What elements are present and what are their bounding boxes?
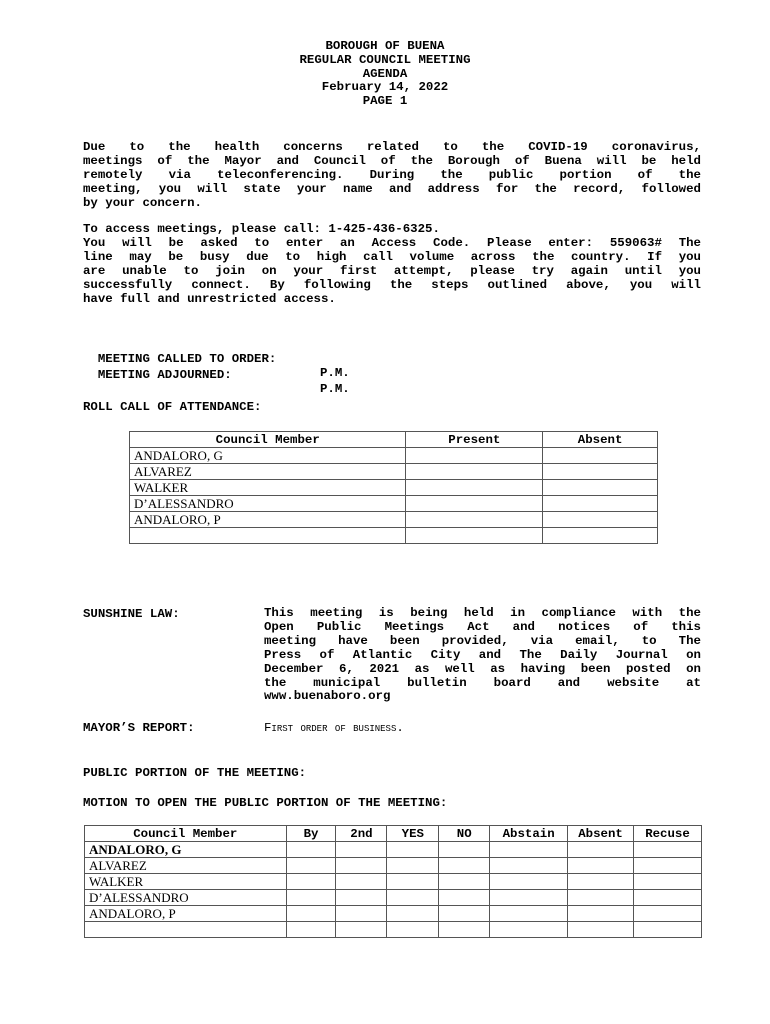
vote-cell[interactable] bbox=[286, 858, 336, 874]
agenda-header bbox=[0, 40, 770, 109]
vote-cell[interactable] bbox=[336, 890, 387, 906]
vote-cell[interactable] bbox=[490, 874, 568, 890]
adjourned-row bbox=[83, 354, 350, 396]
vote-cell[interactable] bbox=[286, 906, 336, 922]
called-to-order-value: P.M. bbox=[320, 366, 350, 380]
absent-cell[interactable] bbox=[543, 496, 658, 512]
adjourned-label: MEETING ADJOURNED: bbox=[97, 368, 232, 382]
present-cell[interactable] bbox=[406, 496, 543, 512]
column-header: NO bbox=[439, 826, 490, 842]
roll-call-table bbox=[129, 431, 658, 544]
table-row bbox=[85, 858, 702, 874]
sunshine-line: Open Public Meetings Act and notices of this bbox=[264, 619, 701, 634]
public-portion-heading: PUBLIC PORTION OF THE MEETING: bbox=[83, 766, 307, 780]
notice-line: To access meetings, please call: 1-425-436-6325. bbox=[83, 222, 440, 236]
sunshine-line: Press of Atlantic City and The Daily Journal on bbox=[264, 647, 701, 662]
present-cell[interactable] bbox=[406, 448, 543, 464]
notice-line: have full and unrestricted access. bbox=[83, 291, 336, 306]
agenda-title: AGENDA bbox=[362, 66, 408, 81]
roll-call-heading: ROLL CALL OF ATTENDANCE: bbox=[83, 400, 262, 414]
motion-heading: MOTION TO OPEN THE PUBLIC PORTION OF THE MEETING: bbox=[83, 796, 448, 810]
table-row bbox=[85, 906, 702, 922]
vote-cell[interactable] bbox=[568, 874, 634, 890]
member-name bbox=[130, 528, 406, 544]
table-row bbox=[85, 842, 702, 858]
vote-cell[interactable] bbox=[336, 858, 387, 874]
table-header-row bbox=[130, 432, 658, 448]
vote-cell[interactable] bbox=[387, 890, 439, 906]
table-row bbox=[85, 890, 702, 906]
called-to-order-label: MEETING CALLED TO ORDER: bbox=[97, 352, 277, 366]
sunshine-law-text bbox=[264, 607, 701, 704]
borough-title: BOROUGH OF BUENA bbox=[325, 39, 445, 53]
column-header: Absent bbox=[568, 826, 634, 842]
vote-cell[interactable] bbox=[634, 842, 702, 858]
vote-cell[interactable] bbox=[336, 922, 387, 938]
member-name: WALKER bbox=[85, 874, 287, 890]
vote-cell[interactable] bbox=[490, 906, 568, 922]
vote-cell[interactable] bbox=[634, 874, 702, 890]
member-name bbox=[85, 922, 287, 938]
sunshine-law-label: SUNSHINE LAW: bbox=[83, 607, 180, 621]
member-name: WALKER bbox=[130, 480, 406, 496]
mayors-report-text: First order of business. bbox=[264, 721, 404, 735]
column-header: Present bbox=[406, 432, 543, 448]
member-name: ANDALORO, P bbox=[130, 512, 406, 528]
vote-cell[interactable] bbox=[439, 842, 490, 858]
meeting-type: REGULAR COUNCIL MEETING bbox=[299, 52, 471, 67]
absent-cell[interactable] bbox=[543, 464, 658, 480]
member-name: D’ALESSANDRO bbox=[85, 890, 287, 906]
member-name: ANDALORO, P bbox=[85, 906, 287, 922]
notice-line: are unable to join on your first attempt, please try again until you bbox=[83, 263, 701, 278]
notice-line: meeting, you will state your name and address for the record, followed bbox=[83, 181, 701, 196]
notice-line: successfully connect. By following the steps outlined above, you will bbox=[83, 277, 701, 292]
absent-cell[interactable] bbox=[543, 528, 658, 544]
table-row bbox=[130, 512, 658, 528]
present-cell[interactable] bbox=[406, 480, 543, 496]
vote-cell[interactable] bbox=[568, 858, 634, 874]
vote-cell[interactable] bbox=[286, 874, 336, 890]
vote-cell[interactable] bbox=[568, 906, 634, 922]
vote-cell[interactable] bbox=[439, 922, 490, 938]
absent-cell[interactable] bbox=[543, 480, 658, 496]
vote-cell[interactable] bbox=[634, 858, 702, 874]
member-name: ANDALORO, G bbox=[130, 448, 406, 464]
vote-cell[interactable] bbox=[336, 874, 387, 890]
vote-cell[interactable] bbox=[387, 874, 439, 890]
present-cell[interactable] bbox=[406, 464, 543, 480]
page-number: PAGE 1 bbox=[362, 94, 408, 109]
vote-cell[interactable] bbox=[286, 842, 336, 858]
notice-line: by your concern. bbox=[83, 195, 202, 210]
member-name: D’ALESSANDRO bbox=[130, 496, 406, 512]
vote-cell[interactable] bbox=[490, 890, 568, 906]
vote-cell[interactable] bbox=[387, 906, 439, 922]
sunshine-line: meeting have been provided, via email, to The bbox=[264, 633, 701, 648]
vote-cell[interactable] bbox=[439, 890, 490, 906]
member-name: ANDALORO, G bbox=[85, 842, 287, 858]
column-header: Absent bbox=[543, 432, 658, 448]
member-name: ALVAREZ bbox=[85, 858, 287, 874]
table-row bbox=[130, 480, 658, 496]
vote-cell[interactable] bbox=[490, 922, 568, 938]
vote-table bbox=[84, 825, 702, 938]
column-header: Abstain bbox=[490, 826, 568, 842]
vote-cell[interactable] bbox=[286, 922, 336, 938]
vote-cell[interactable] bbox=[634, 906, 702, 922]
meeting-date: February 14, 2022 bbox=[321, 80, 449, 95]
vote-cell[interactable] bbox=[336, 842, 387, 858]
access-notice bbox=[83, 223, 701, 306]
vote-cell[interactable] bbox=[387, 858, 439, 874]
vote-cell[interactable] bbox=[439, 874, 490, 890]
column-header: Recuse bbox=[634, 826, 702, 842]
mayors-report-label: MAYOR’S REPORT: bbox=[83, 721, 195, 735]
vote-cell[interactable] bbox=[387, 842, 439, 858]
column-header: 2nd bbox=[336, 826, 387, 842]
vote-cell[interactable] bbox=[568, 890, 634, 906]
present-cell[interactable] bbox=[406, 528, 543, 544]
vote-cell[interactable] bbox=[490, 842, 568, 858]
adjourned-value: P.M. bbox=[320, 382, 350, 396]
table-row bbox=[130, 528, 658, 544]
vote-cell[interactable] bbox=[634, 922, 702, 938]
notice-line: You will be asked to enter an Access Code. Please enter: 559063# The bbox=[83, 235, 701, 250]
notice-line: meetings of the Mayor and Council of the Borough of Buena will be held bbox=[83, 153, 701, 168]
vote-cell[interactable] bbox=[387, 922, 439, 938]
column-header: Council Member bbox=[85, 826, 287, 842]
vote-cell[interactable] bbox=[634, 890, 702, 906]
covid-notice bbox=[83, 141, 701, 211]
table-row bbox=[130, 448, 658, 464]
table-header-row bbox=[85, 826, 702, 842]
vote-cell[interactable] bbox=[568, 842, 634, 858]
vote-cell[interactable] bbox=[286, 890, 336, 906]
notice-line: remotely via teleconferencing. During the public portion of the bbox=[83, 167, 701, 182]
member-name: ALVAREZ bbox=[130, 464, 406, 480]
absent-cell[interactable] bbox=[543, 512, 658, 528]
sunshine-line: the municipal bulletin board and website at bbox=[264, 675, 701, 690]
vote-cell[interactable] bbox=[439, 906, 490, 922]
column-header: Council Member bbox=[130, 432, 406, 448]
table-row bbox=[85, 874, 702, 890]
sunshine-line: This meeting is being held in compliance with the bbox=[264, 606, 701, 620]
vote-cell[interactable] bbox=[336, 906, 387, 922]
vote-cell[interactable] bbox=[568, 922, 634, 938]
table-row bbox=[130, 496, 658, 512]
column-header: YES bbox=[387, 826, 439, 842]
vote-cell[interactable] bbox=[490, 858, 568, 874]
table-row bbox=[85, 922, 702, 938]
present-cell[interactable] bbox=[406, 512, 543, 528]
vote-cell[interactable] bbox=[439, 858, 490, 874]
sunshine-line: www.buenaboro.org bbox=[264, 689, 391, 704]
table-row bbox=[130, 464, 658, 480]
column-header: By bbox=[286, 826, 336, 842]
sunshine-line: December 6, 2021 as well as having been posted on bbox=[264, 661, 701, 676]
notice-line: line may be busy due to high call volume across the country. If you bbox=[83, 249, 701, 264]
absent-cell[interactable] bbox=[543, 448, 658, 464]
notice-line: Due to the health concerns related to the COVID-19 coronavirus, bbox=[83, 140, 701, 154]
